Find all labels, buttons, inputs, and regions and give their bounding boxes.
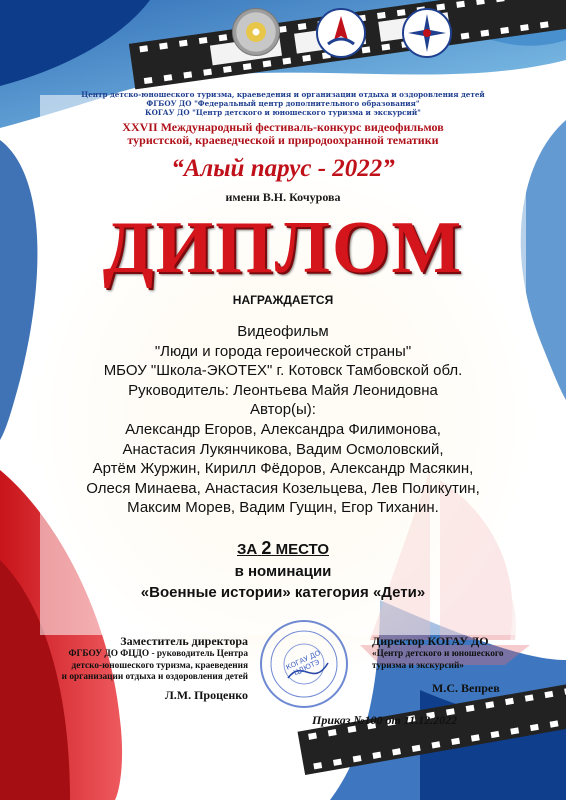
award-place-number: 2	[261, 538, 272, 558]
left-signer-subtitle: и организации отдыха и оздоровления детей	[61, 672, 248, 682]
stamp-text: КОГАУ ДО ЦДЮТЭ	[284, 648, 322, 678]
recipient-line: Александр Егоров, Александра Филимонова,	[125, 420, 441, 438]
right-signer-subtitle: «Центр детского и юношеского	[372, 649, 504, 659]
diploma-title: ДИПЛОМ	[102, 207, 464, 289]
named-after: имени В.Н. Кочурова	[225, 190, 341, 204]
festival-title: “Алый парус - 2022”	[171, 155, 395, 182]
festival-disc-logo	[232, 8, 280, 56]
recipient-line: Олеся Минаева, Анастасия Козельцева, Лев Поликутин,	[86, 479, 480, 497]
right-signer-name: М.С. Вепрев	[432, 681, 500, 695]
nomination-label: в номинации	[234, 563, 332, 580]
recipient-block	[0, 322, 566, 518]
recipient-line: МБОУ "Школа-ЭКОТЕХ" г. Котовск Тамбовской обл.	[103, 362, 463, 380]
compass-rose-logo	[402, 8, 452, 58]
left-signer-subtitle: ФГБОУ ДО ФЦДО - руководитель Центра	[68, 649, 248, 659]
awarded-label: НАГРАЖДАЕТСЯ	[232, 293, 334, 307]
org-line: ФГБОУ ДО "Федеральный центр дополнительного образования"	[146, 99, 420, 108]
org-line: КОГАУ ДО "Центр детского и юношеского туризма и экскурсий"	[145, 108, 421, 117]
nomination: «Военные истории» категория «Дети»	[140, 584, 426, 601]
left-signer-subtitle: детско-юношеского туризма, краеведения	[71, 660, 248, 671]
recipient-line: Руководитель: Леонтьева Майя Леонидовна	[128, 381, 438, 399]
recipient-line: Артём Журжин, Кирилл Фёдоров, Александр Масякин,	[92, 460, 474, 478]
official-stamp	[258, 618, 350, 710]
festival-name	[0, 121, 566, 147]
order-reference: Приказ №100 от 11.12.2022	[312, 713, 458, 727]
recipient-line: Автор(ы):	[250, 401, 316, 419]
left-signer-title: Заместитель директора	[120, 634, 248, 648]
recipient-line: Видеофильм	[237, 323, 329, 340]
left-signer-name: Л.М. Проценко	[164, 687, 248, 702]
right-signer-subtitle: туризма и экскурсий»	[372, 660, 464, 671]
festival-line: XXVII Международный фестиваль-конкурс видеофильмов	[122, 120, 444, 134]
organisation-lines	[0, 90, 566, 117]
recipient-line: Максим Морев, Вадим Гущин, Егор Тиханин.	[127, 499, 439, 517]
festival-line: туристской, краеведческой и природоохранной тематики	[127, 133, 439, 147]
left-signature-block	[28, 634, 248, 703]
federal-center-logo	[316, 8, 366, 58]
org-line: Центр детско-юношеского туризма, краеведения и организации отдыха и оздоровления детей	[81, 90, 485, 99]
recipient-line: "Люди и города героической страны"	[154, 342, 412, 360]
right-signature-block	[372, 634, 557, 696]
recipient-line: Анастасия Лукянчикова, Вадим Осмоловский,	[122, 440, 444, 458]
award-place	[0, 538, 566, 559]
right-signer-title: Директор КОГАУ ДО	[372, 634, 489, 648]
award-suffix: МЕСТО	[275, 541, 329, 558]
award-prefix: ЗА	[236, 541, 258, 558]
